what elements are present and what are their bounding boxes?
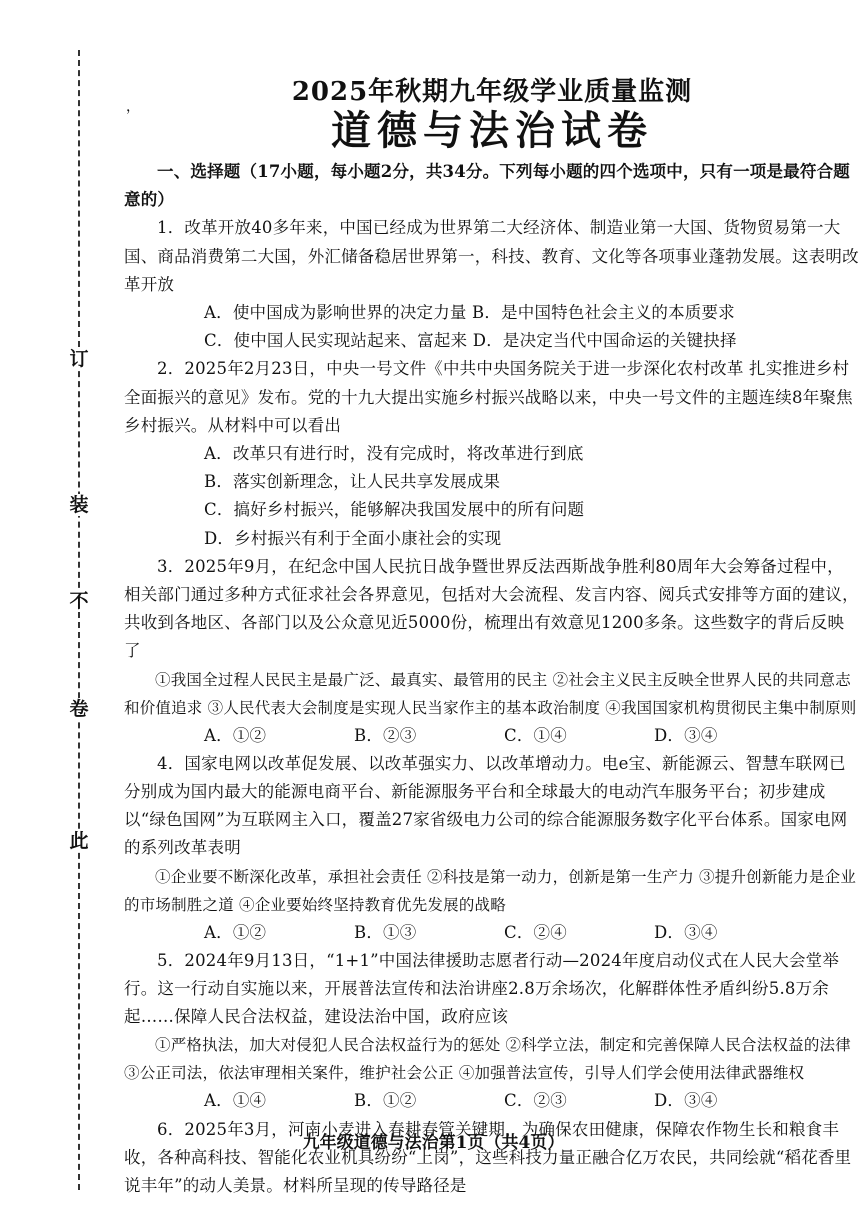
exam-subject-title: 道德与法治试卷 [331, 107, 653, 154]
option-c: C．①④ [504, 725, 567, 745]
question-5-options [124, 1087, 860, 1115]
question-4-options [124, 919, 860, 947]
option-d: D．③④ [654, 922, 718, 942]
page-footer: 九年级道德与法治第1页（共4页） [302, 1133, 565, 1153]
option-a: A．①② [204, 725, 267, 745]
binding-label: 卷 [69, 698, 89, 720]
question-6-stem: 6．2025年3月，河南小麦进入春耕春管关键期，为确保农田健康，保障农作物生长和粮食丰收，各种高科技、智能化农业机具纷纷“上岗”，这些科技力量正融合亿万农民，共同绘就“稻花香里说丰年”的动人美景。材料所呈现的传导路径是 [124, 1119, 852, 1196]
binding-label: 装 [69, 494, 89, 516]
question-4-stem: 4．国家电网以改革促发展、以改革强实力、以改革增动力。电e宝、新能源云、智慧车联网已分别成为国内最大的能源电商平台、新能源服务平台和全球最大的电动汽车服务平台；初步建成以“绿色国网”为互联网主入口，覆盖27家省级电力公司的综合能源服务数字化平台体系。国家电网的系列改革表明 [124, 753, 848, 858]
section-heading: 一、选择题（17小题，每小题2分，共34分。下列每小题的四个选项中，只有一项是最符合题意的） [124, 162, 851, 210]
exam-page [124, 76, 860, 1200]
option-d: D．③④ [654, 1091, 718, 1111]
question-2-option: B．落实创新理念，让人民共享发展成果 [204, 472, 501, 492]
binding-label: 订 [69, 348, 89, 370]
question-3-options [124, 722, 860, 750]
question-2-option: C．搞好乡村振兴，能够解决我国发展中的所有问题 [204, 500, 585, 520]
question-2-option: D．乡村振兴有利于全面小康社会的实现 [204, 528, 502, 548]
option-b: B．①② [354, 1091, 417, 1111]
question-1-option: C．使中国人民实现站起来、富起来 D．是决定当代中国命运的关键抉择 [204, 331, 737, 351]
option-a: A．①② [204, 922, 267, 942]
question-3-items: ①我国全过程人民民主是最广泛、最真实、最管用的民主 ②社会主义民主反映全世界人民的共同意志和价值追求 ③人民代表大会制度是实现人民当家作主的基本政治制度 ④我国国家机构贯彻民主集中制原则 [124, 670, 857, 717]
question-5-items: ①严格执法，加大对侵犯人民合法权益行为的惩处 ②科学立法，制定和完善保障人民合法权益的法律 ③公正司法，依法审理相关案件，维护社会公正 ④加强普法宣传，引导人们学会使用法律武器维权 [124, 1036, 851, 1083]
question-3-stem: 3．2025年9月，在纪念中国人民抗日战争暨世界反法西斯战争胜利80周年大会筹备过程中，相关部门通过多种方式征求社会各界意见，包括对大会流程、发言内容、阅兵式安排等方面的建议，共收到各地区、各部门以及公众意见近5000份，梳理出有效意见1200多条。这些数字的背后反映了 [124, 556, 859, 661]
option-b: B．①③ [354, 922, 417, 942]
stray-mark: ， [126, 99, 140, 115]
option-a: A．①④ [204, 1091, 267, 1111]
option-c: C．②③ [504, 1091, 567, 1111]
option-c: C．②④ [504, 922, 567, 942]
question-2-stem: 2．2025年2月23日，中央一号文件《中共中央国务院关于进一步深化农村改革 扎实推进乡村全面振兴的意见》发布。党的十九大提出实施乡村振兴战略以来，中央一号文件的主题连续8年聚焦乡村振兴。从材料中可以看出 [124, 359, 853, 435]
question-1-option: A．使中国成为影响世界的决定力量 B．是中国特色社会主义的本质要求 [204, 303, 735, 323]
question-5-stem: 5．2024年9月13日，“1+1”中国法律援助志愿者行动—2024年度启动仪式在人民大会堂举行。这一行动自实施以来，开展普法宣传和法治讲座2.8万余场次，化解群体性矛盾纠纷5.8万余起……保障人民合法权益，建设法治中国，政府应该 [124, 950, 840, 1027]
question-4-items: ①企业要不断深化改革，承担社会责任 ②科技是第一动力，创新是第一生产力 ③提升创新能力是企业的市场制胜之道 ④企业要始终坚持教育优先发展的战略 [124, 867, 857, 914]
question-1-stem: 1．改革开放40多年来，中国已经成为世界第二大经济体、制造业第一大国、货物贸易第一大国、商品消费第二大国，外汇储备稳居世界第一，科技、教育、文化等各项事业蓬勃发展。这表明改革开放 [124, 218, 859, 294]
exam-title: 2025年秋期九年级学业质量监测 [291, 77, 693, 107]
binding-line [78, 50, 80, 1190]
binding-label: 不 [69, 590, 89, 612]
option-b: B．②③ [354, 725, 417, 745]
binding-label: 此 [69, 830, 89, 852]
option-d: D．③④ [654, 725, 718, 745]
question-2-option: A．改革只有进行时，没有完成时，将改革进行到底 [204, 444, 584, 464]
